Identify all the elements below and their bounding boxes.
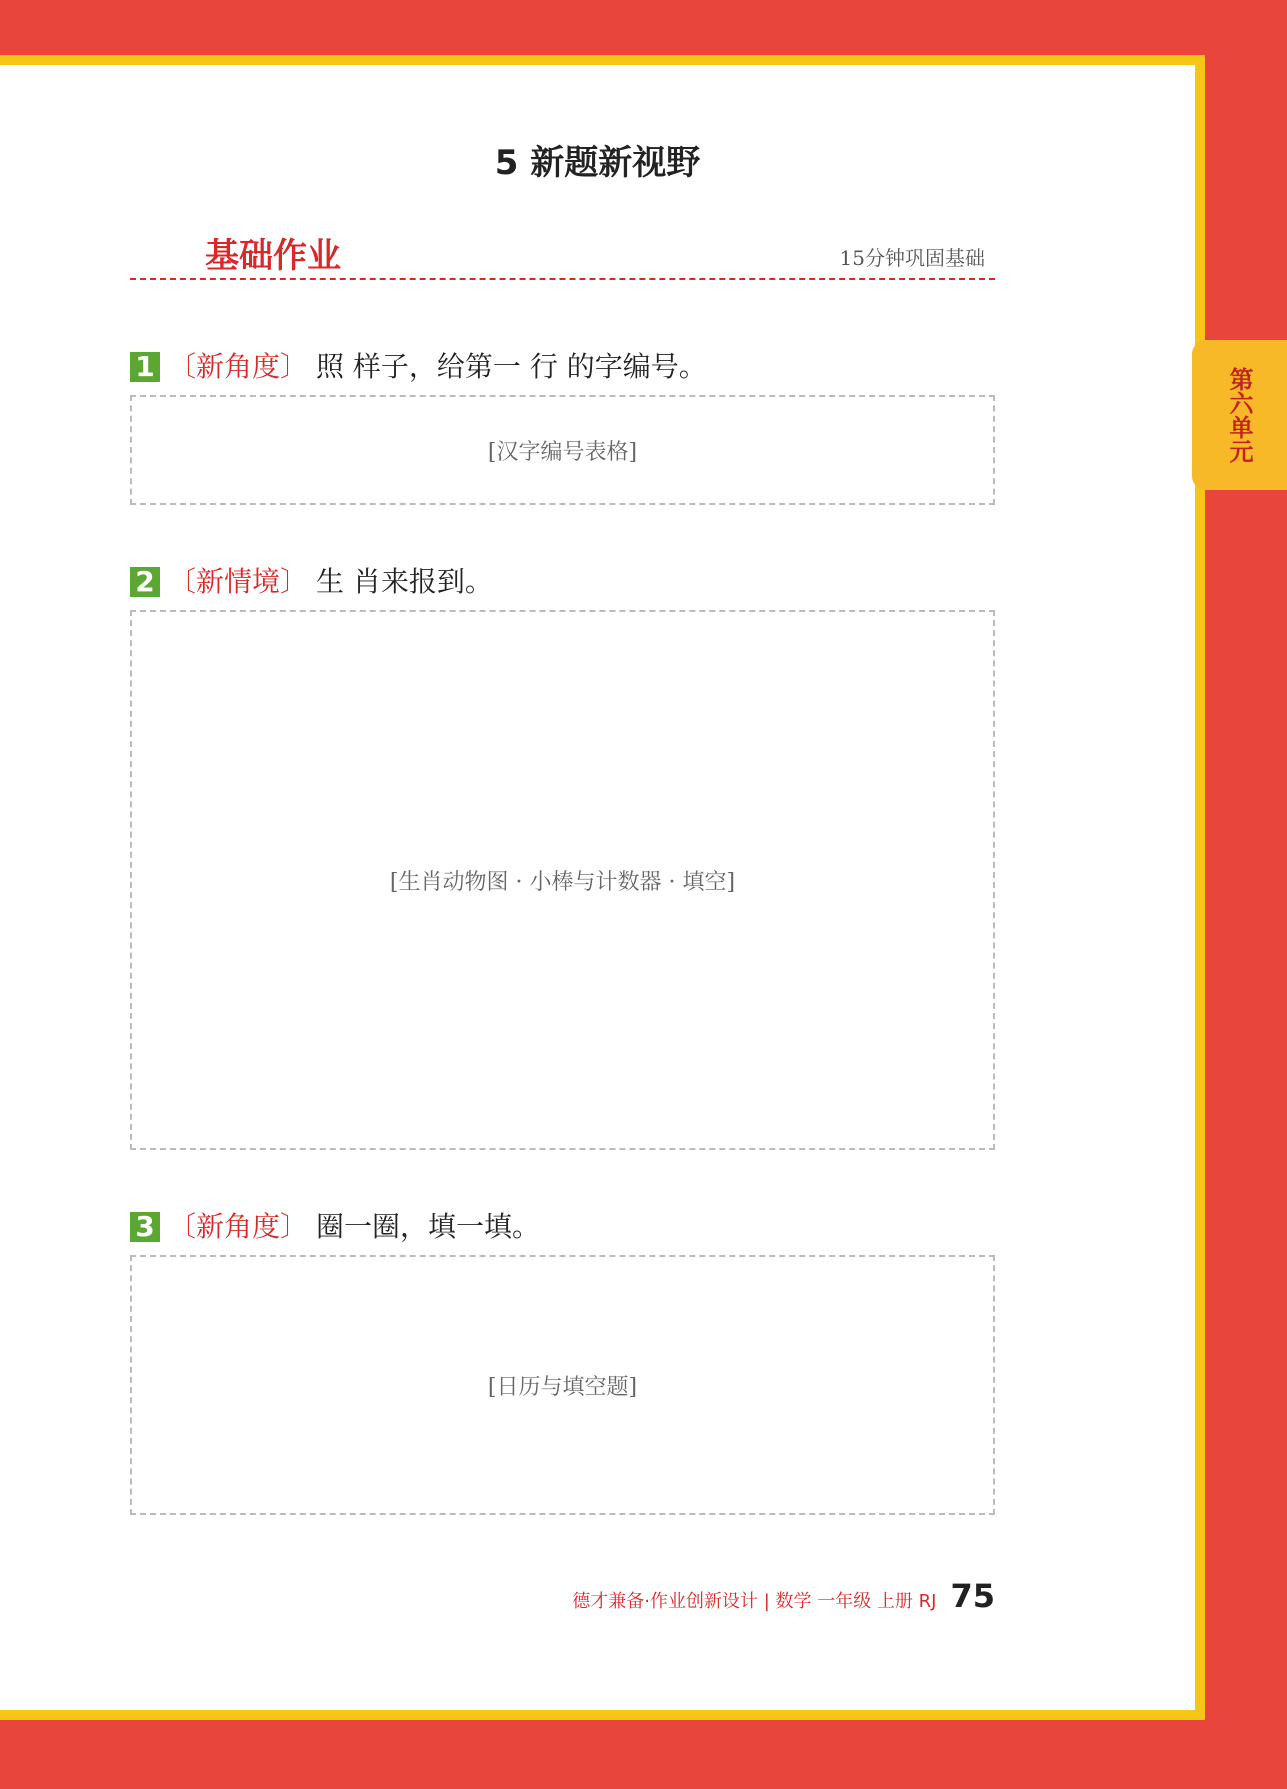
section-heading: 基础作业 bbox=[205, 236, 341, 276]
question-number: 1 bbox=[130, 352, 160, 382]
question-text: 圈一圈，填一填。 bbox=[316, 1210, 541, 1243]
page-sheet bbox=[0, 55, 1205, 1720]
section-subheading: 15分钟巩固基础 bbox=[839, 246, 985, 270]
q1-table-placeholder: [汉字编号表格] bbox=[130, 395, 995, 505]
question-1 bbox=[130, 345, 707, 385]
page-number: 75 bbox=[950, 1577, 995, 1615]
question-number: 2 bbox=[130, 567, 160, 597]
q2-content-placeholder: [生肖动物图 · 小棒与计数器 · 填空] bbox=[130, 610, 995, 1150]
question-tag: 〔新角度〕 bbox=[168, 350, 309, 383]
footer bbox=[572, 1577, 995, 1615]
question-text: 照 样子，给第一 行 的字编号。 bbox=[316, 350, 707, 383]
question-2 bbox=[130, 560, 493, 600]
footer-text: 德才兼备·作业创新设计 | 数学 一年级 上册 RJ bbox=[572, 1591, 937, 1612]
question-text: 生 肖来报到。 bbox=[316, 565, 493, 598]
unit-side-tab: 第六单元 bbox=[1192, 340, 1287, 490]
section-header bbox=[130, 220, 995, 280]
question-number: 3 bbox=[130, 1212, 160, 1242]
question-tag: 〔新情境〕 bbox=[168, 565, 309, 598]
q3-content-placeholder: [日历与填空题] bbox=[130, 1255, 995, 1515]
page-title: 5 新题新视野 bbox=[494, 143, 701, 183]
question-3 bbox=[130, 1205, 540, 1245]
question-tag: 〔新角度〕 bbox=[168, 1210, 309, 1243]
